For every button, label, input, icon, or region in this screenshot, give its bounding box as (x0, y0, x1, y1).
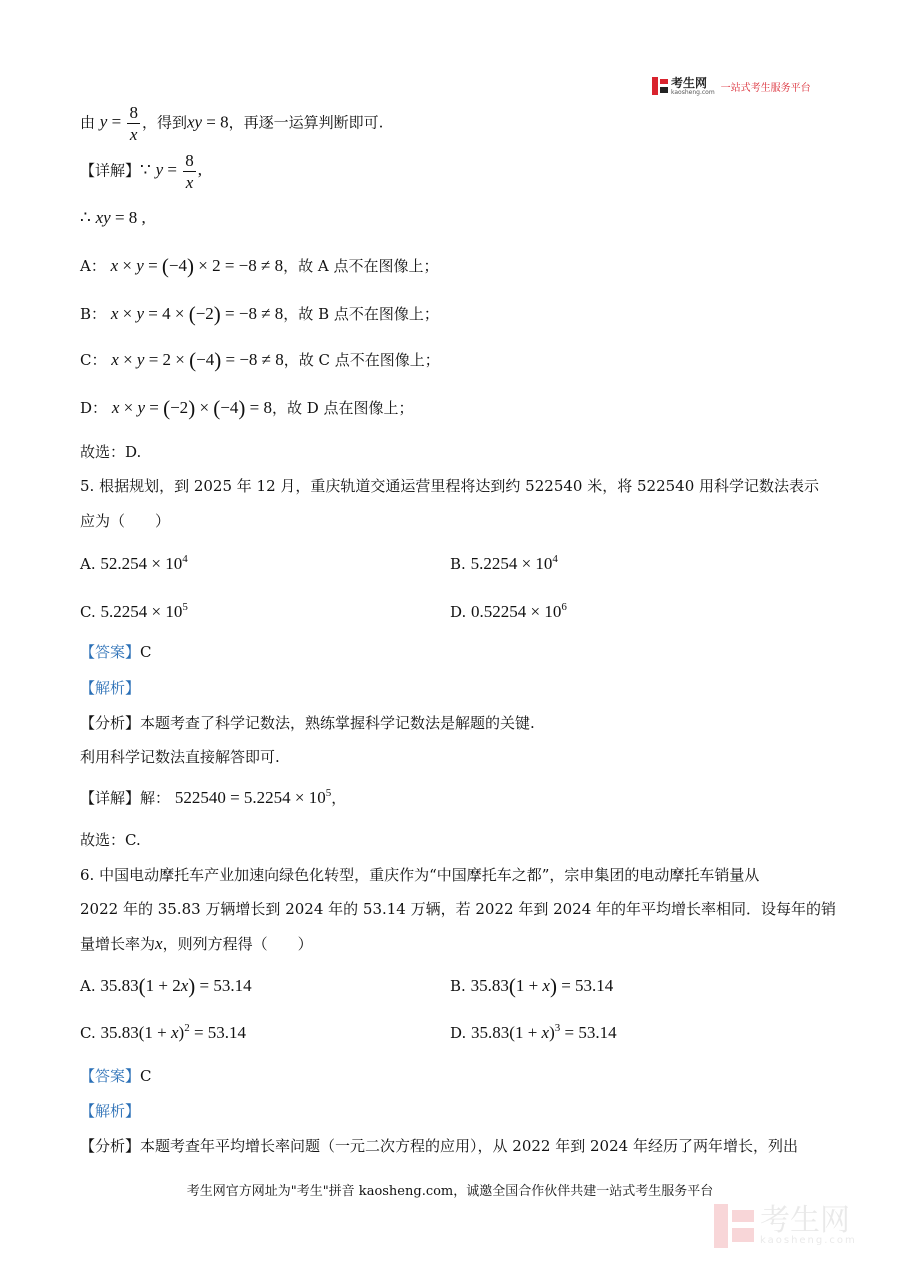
q5-option-c: C. $5.2254 \times 10^5$ (80, 601, 188, 621)
q6-answer: 【答案】C (80, 1067, 152, 1085)
q6-stem-1: 6. 中国电动摩托车产业加速向绿色化转型，重庆作为“中国摩托车之都”，宗申集团的电动摩托车销量从 (80, 866, 760, 884)
watermark-logo-icon (714, 1204, 754, 1248)
check-a: A： x × y = (−4) × 2 = −8 ≠ 8，故 A 点不在图像上； (80, 254, 439, 278)
q5-option-a: A. $52.254 \times 10^4$ (80, 553, 188, 573)
watermark-cn: 考生网 (760, 1203, 850, 1238)
q5-method: 利用科学记数法直接解答即可. (80, 748, 280, 766)
header-logo (652, 74, 811, 98)
q5-option-b: B. $5.2254 \times 10^4$ (450, 553, 558, 573)
detail-line: 【详解】∵ y = $\frac{8}{x}$ , (80, 151, 203, 192)
q6-option-a: A. 35.83(1 + 2x) = 53.14 (80, 974, 252, 998)
q6-option-d: D. $35.83(1 + x)^3 = 53.14$ (450, 1022, 617, 1042)
logo-name-en: kaosheng.com (671, 88, 715, 96)
q5-choose: 故选：C. (80, 831, 141, 849)
q6-fenxi: 【分析】本题考查年平均增长率问题（一元二次方程的应用），从 2022 年到 2024 年经历了两年增长，列出 (80, 1137, 798, 1155)
check-d: D： x × y = (−2) × (−4) = 8，故 D 点在图像上； (80, 396, 414, 420)
q5-option-d: D. $0.52254 \times 10^6$ (450, 601, 567, 621)
detail-tag: 【详解】 (80, 161, 141, 180)
logo-icon (652, 77, 668, 95)
q6-stem-3: 量增长率为x，则列方程得（ ） (80, 934, 313, 953)
answer-tag: 【答案】 (80, 1067, 141, 1085)
q5-answer: 【答案】C (80, 643, 152, 661)
choose-prev: 故选：D. (80, 443, 142, 461)
footer-text: 考生网官方网址为"考生"拼音 kaosheng.com，诚邀全国合作伙伴共建一站式考生服务平台 (186, 1184, 714, 1199)
q6-option-c: C. $35.83(1 + x)^2 = 53.14$ (80, 1022, 247, 1042)
q5-stem-2: 应为（ ） (80, 512, 171, 530)
q5-analysis-tag: 【解析】 (80, 679, 141, 697)
logo-slogan: 一站式考生服务平台 (720, 82, 811, 94)
logo-name-cn: 考生网 (671, 75, 708, 90)
check-c: C： x × y = 2 × (−4) = −8 ≠ 8，故 C 点不在图像上； (80, 348, 440, 372)
q6-option-b: B. 35.83(1 + x) = 53.14 (450, 974, 614, 998)
watermark-en: kaosheng.com (760, 1235, 857, 1246)
q6-stem-2: 2022 年的 35.83 万辆增长到 2024 年的 53.14 万辆，若 2022 年到 2024 年的年平均增长率相同．设每年的销 (80, 900, 837, 918)
therefore-line: ∴ xy = 8 , (80, 208, 146, 227)
q5-stem-1: 5. 根据规划，到 2025 年 12 月，重庆轨道交通运营里程将达到约 522540 米，将 522540 用科学记数法表示 (80, 477, 820, 495)
q6-analysis-tag: 【解析】 (80, 1102, 141, 1120)
q5-fenxi: 【分析】本题考查了科学记数法，熟练掌握科学记数法是解题的关键. (80, 714, 535, 732)
q5-detail: 【详解】解： $522540 = 5.2254 \times 10^5$， (80, 787, 347, 807)
watermark (714, 1204, 857, 1248)
check-b: B： x × y = 4 × (−2) = −8 ≠ 8，故 B 点不在图像上； (80, 302, 439, 326)
intro-line: 由 y = $\frac{8}{x}$ ，得到xy = 8，再逐一运算判断即可. (80, 103, 384, 144)
answer-tag: 【答案】 (80, 643, 141, 661)
